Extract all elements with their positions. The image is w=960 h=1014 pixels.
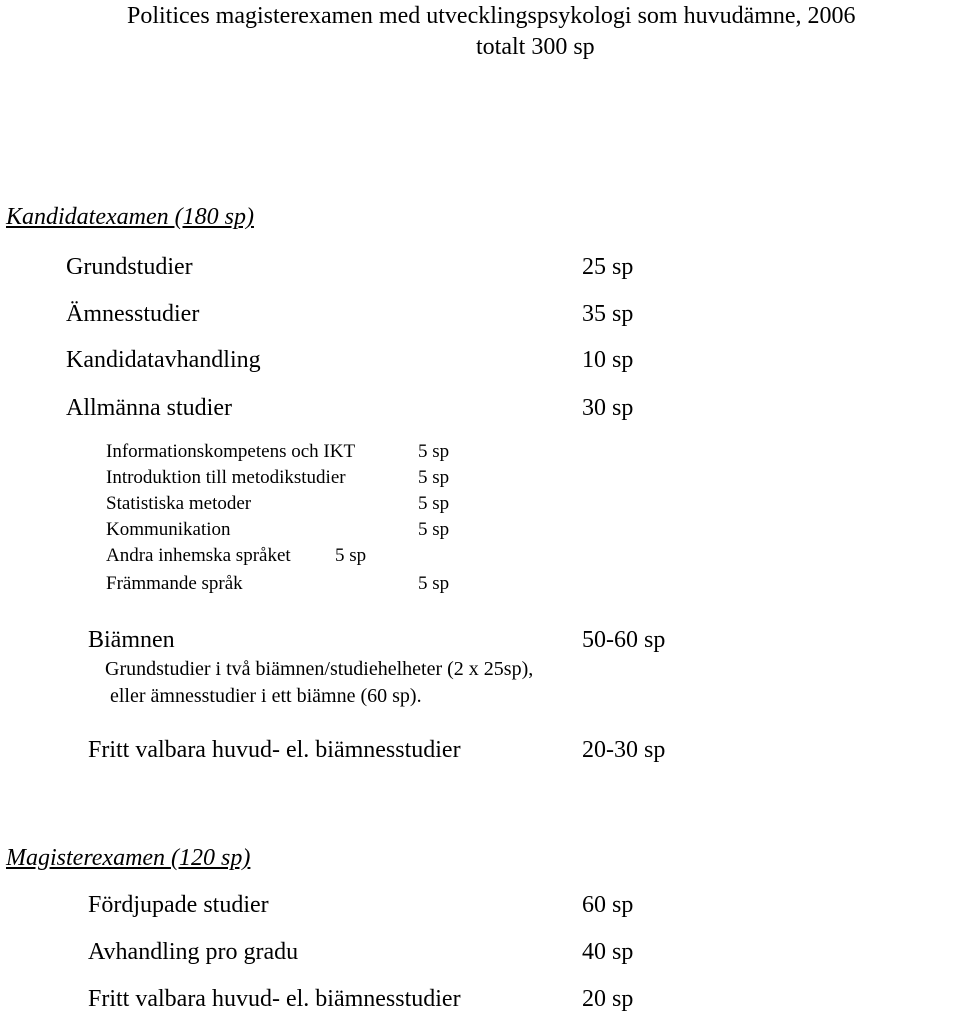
biamnen-label: Biämnen bbox=[88, 627, 175, 653]
biamnen-note-line2: eller ämnesstudier i ett biämne (60 sp). bbox=[110, 685, 422, 707]
magister-heading: Magisterexamen (120 sp) bbox=[6, 845, 251, 871]
row-label-amnesstudier: Ämnesstudier bbox=[66, 301, 200, 327]
allmanna-item-label: Informationskompetens och IKT bbox=[106, 441, 356, 462]
row-label-allmanna-studier: Allmänna studier bbox=[66, 395, 232, 421]
row-value-allmanna-studier: 30 sp bbox=[582, 395, 634, 421]
document-subtitle: totalt 300 sp bbox=[476, 34, 595, 60]
row-value-grundstudier: 25 sp bbox=[582, 254, 634, 280]
allmanna-item-label: Andra inhemska språket bbox=[106, 545, 291, 566]
row-label-grundstudier: Grundstudier bbox=[66, 254, 193, 280]
allmanna-item-value: 5 sp bbox=[335, 545, 367, 566]
allmanna-item-value: 5 sp bbox=[418, 493, 450, 514]
biamnen-note-line1: Grundstudier i två biämnen/studiehelheter (2 x 25sp), bbox=[105, 658, 534, 680]
allmanna-item-label: Statistiska metoder bbox=[106, 493, 252, 514]
allmanna-item-value: 5 sp bbox=[418, 441, 450, 462]
fritt-valbara-label: Fritt valbara huvud- el. biämnesstudier bbox=[88, 737, 461, 763]
magister-row-label: Fördjupade studier bbox=[88, 892, 269, 918]
row-label-kandidatavhandling: Kandidatavhandling bbox=[66, 347, 261, 373]
magister-row-label: Fritt valbara huvud- el. biämnesstudier bbox=[88, 986, 461, 1012]
allmanna-item-label: Introduktion till metodikstudier bbox=[106, 467, 346, 488]
allmanna-item-label: Kommunikation bbox=[106, 519, 231, 540]
allmanna-item-value: 5 sp bbox=[418, 573, 450, 594]
magister-row-label: Avhandling pro gradu bbox=[88, 939, 299, 965]
magister-row-value: 20 sp bbox=[582, 986, 634, 1012]
document-title: Politices magisterexamen med utvecklingspsykologi som huvudämne, 2006 bbox=[127, 3, 856, 29]
biamnen-value: 50-60 sp bbox=[582, 627, 666, 653]
allmanna-item-value: 5 sp bbox=[418, 467, 450, 488]
allmanna-item-label: Främmande språk bbox=[106, 573, 243, 594]
allmanna-item-value: 5 sp bbox=[418, 519, 450, 540]
row-value-kandidatavhandling: 10 sp bbox=[582, 347, 634, 373]
row-value-amnesstudier: 35 sp bbox=[582, 301, 634, 327]
magister-row-value: 60 sp bbox=[582, 892, 634, 918]
kandidat-heading: Kandidatexamen (180 sp) bbox=[6, 204, 254, 230]
magister-row-value: 40 sp bbox=[582, 939, 634, 965]
fritt-valbara-value: 20-30 sp bbox=[582, 737, 666, 763]
